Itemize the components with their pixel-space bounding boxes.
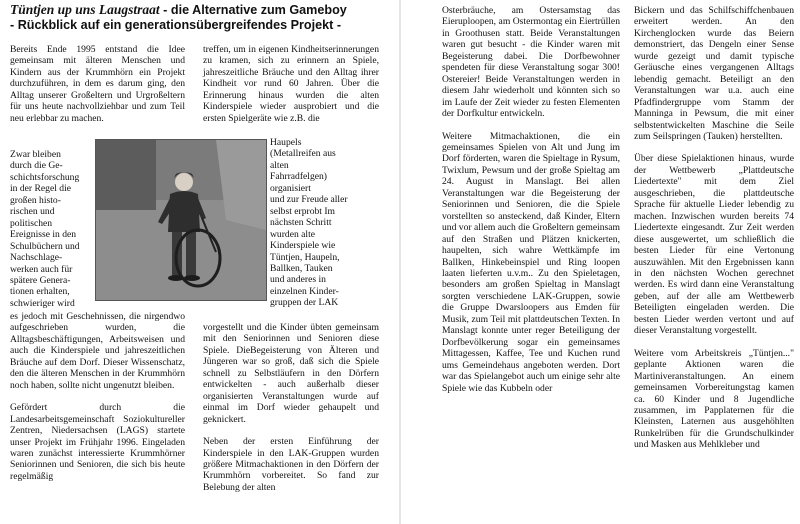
text-line: organisiert	[270, 182, 311, 194]
text-line: spätere Genera-	[10, 274, 71, 286]
column-2-narrow	[270, 137, 380, 309]
text-line: durch die Ge-	[10, 160, 63, 172]
text-line: (Metallreifen aus	[270, 148, 336, 160]
column-1	[10, 44, 185, 135]
column-3	[442, 5, 620, 405]
article-headline	[10, 2, 390, 33]
text-line: Haupels	[270, 137, 302, 148]
text-line: Tüntjen, Haupeln,	[270, 251, 340, 263]
headline-title-suffix: - die Alternative zum Gameboy	[159, 3, 347, 17]
boy-with-hoop-photo	[95, 139, 267, 301]
photo-illustration	[96, 140, 266, 300]
text-line: Kinderspiele wie	[270, 240, 336, 252]
text-line: großen histo-	[10, 194, 61, 206]
text-line: Ballken, Tauken	[270, 262, 333, 274]
paragraph: Weitere vom Arbeitskreis „Tüntjen..." geplante Aktionen waren die Martiniveranstaltungen. An einem gemeinsamen Vorbereitungstag kamen ca. 60 Kinder und 8 Jugendliche zusammen, im Papplaternen für die Kleinsten, Laternen aus ausgehöhlten Runkelrüben für die Grundschulkinder und Masken aus Mehlkleber und	[634, 347, 794, 451]
text-line: schwieriger wird	[10, 297, 75, 309]
text-line: schichtsforschung	[10, 171, 80, 183]
paragraph: Bereits Ende 1995 entstand die Idee gemeinsam mit älteren Menschen und Kindern aus der Krummhörn ein Projekt durchzuführen, in dem es darum ging, den Alltag unserer Großeltern und Urgroßeltern für uns heute nachvollziehbar und zum Teil neu erlebbar zu machen.	[10, 44, 185, 124]
text-line: rischen und	[10, 206, 55, 218]
text-line: und zur Freude aller	[270, 194, 348, 206]
text-line: alten	[270, 159, 289, 171]
paragraph: Gefördert durch die Landesarbeitsgemeinschaft Soziokultureller Zentren, Niedersachsen (LAGS) startete unser Projekt im Frühjahr 1996. Eingeladen waren zunächst interessierte Krummhörner Seniorinnen und Senioren, die sich bis heute regelmäßig	[10, 402, 185, 482]
paragraph: Neben der ersten Einführung der Kinderspiele in den LAK-Gruppen wurden größere Mitmachaktionen in den Dörfern der Krummhörn vorbereitet. So fand zur Belebung der alten	[203, 436, 379, 493]
paragraph: Bickern und das Schilfschiffchenbauen erweitert werden. An den Kirchenglocken wurde das Beiern demonstriert, das Dengeln einer Sense wurde gezeigt und damit typische Geräusche eines vergangenen Alltags lebendig gemacht. Beteiligt an den Veranstaltungen war u.a. auch eine Pfadfindergruppe vom Stamm der Manninga in Pewsum, die mit einer selbstentwickelten Maschine die Seile zum Seilspringen (Tauken) herstellten.	[634, 5, 794, 142]
headline-title: Tüntjen up uns Laugstraat	[10, 2, 160, 17]
right-page	[400, 0, 800, 524]
text-line: wurden alte	[270, 228, 316, 240]
text-line: und anderes in	[270, 274, 326, 286]
text-line: in der Regel die	[10, 183, 72, 195]
column-4	[634, 5, 794, 462]
column-2	[203, 44, 379, 135]
column-1-lower	[10, 311, 185, 493]
text-line: Nachschlage-	[10, 252, 63, 264]
paragraph: vorgestellt und die Kinder übten gemeinsam mit den Seniorinnen und Senioren diese Spiele. DieBegeisterung von Älteren und Jüngeren war so groß, daß sich die Spiele schnell zu Selbstläufern in den Dörfern entwickelten - auch außerhalb dieser organisierten Veranstaltungen wurde auf einmal im Dorf wieder gehaupelt und geknickert.	[203, 322, 379, 425]
column-2-lower	[203, 322, 379, 504]
text-line: Zwar bleiben	[10, 149, 61, 160]
paragraph: es jedoch mit Geschehnissen, die nirgendwo aufgeschrieben wurden, die Alltagsbeschäftigungen, Arbeitsweisen und auch die Kinderspiele und jahreszeitlichen Bräuche auf dem Dorf. Dieser Wissenschatz, den die älteren Menschen in der Krummhörn noch haben, sollte nicht ungenutzt bleiben.	[10, 311, 185, 391]
text-line: einzelnen Kinder-	[270, 285, 339, 297]
text-line: nächsten Schritt	[270, 217, 332, 229]
paragraph: Osterbräuche, am Ostersamstag das Eieruploopen, am Ostermontag ein Eiertrüllen in Groothusen statt. Beide Veranstaltungen waren gut besucht - die Kinder waren mit Begeisterung dabei. Die Dorfbewohner spendeten für diese Veranstaltung sogar 300! Ostereier! Beide Veranstaltungen werden in diesem Jahr wiederholt und könnten sich so im Laufe der Zeit wieder zu festen Elementen der Dorfkultur entwickeln.	[442, 5, 620, 120]
paragraph: Weitere Mitmachaktionen, die ein gemeinsames Spielen von Alt und Jung im Dorf förderten, waren die Spieltage in Rysum, Twixlum, Pewsum und der große Spieltag am 24. August in Manslagt. Bei allen Veranstaltungen war die Begeisterung der Seniorinnen und Senioren, die die Spiele vorstellten so ansteckend, daß Kinder, Eltern und vor allem auch die Großeltern gemeinsam auf den Straßen und Plätzen knickerten, haupelten, sich wahre Wettkämpfe im Ballken, Hinkebeinspiel und Ring loopen laaten lieferten u.v.m.. Zu den Spieletagen, besonders am großen Spieltag in Manslagt sorgten verschiedene LAK-Gruppen, sowie die Gruppe Dwarsloopers aus Emden für Musik, zum Teil mit plattdeutschen Texten. In Manslagt konnte unter reger Beteiligung der Dorfbevölkerung sogar ein gemeinsames Mittagessen, Kaffee, Tee und Kuchen rund ums Gemeindehaus angeboten werden. Dort war das Spielangebot auch um einige sehr alte Spiele wie das Kubbeln oder	[442, 130, 620, 394]
text-line: tionen erhalten,	[10, 286, 70, 298]
text-line: werken auch für	[10, 263, 73, 275]
text-line: Fahrradfelgen)	[270, 171, 328, 183]
text-line: selbst erprobt Im	[270, 205, 336, 217]
text-line: gruppen der LAK	[270, 297, 339, 309]
paragraph: Über diese Spielaktionen hinaus, wurde der Wettbewerb „Plattdeutsche Liedertexte" mit dem Ziel ausgeschrieben, die plattdeutsche Sprache für aktuelle Lieder lebendig zu machen. Inzwischen wurden bereits 74 Liedertexte eingesandt. Zur Zeit werden diese ausgewertet, um schließlich die besten Lieder für eine Vertonung auszuwählen. Mit den Ergebnissen kann in den nächsten Wochen gerechnet werden. Es wird dann eine Veranstaltung geben, auf der alle am Wettbewerb Beteiligten eingeladen werden. Die besten Lieder werden vertont und auf dieser Veranstaltung vorgestellt.	[634, 153, 794, 337]
headline-subtitle: - Rückblick auf ein generationsübergreifendes Projekt -	[10, 18, 342, 32]
text-line: politischen	[10, 217, 53, 229]
paragraph: treffen, um in eigenen Kindheitserinnerungen zu kramen, sich zu erinnern an Spiele, jahreszeitliche Bräuche und den Alltag ihrer Kindheit vor rund 60 Jahren. Über die Erinnerung hinaus wurden die alten Kinderspiele wieder ausprobiert und die ersten Spielgeräte wie z.B. die	[203, 44, 379, 124]
column-1-narrow	[10, 149, 92, 309]
text-line: Schulbüchern und	[10, 240, 80, 252]
text-line: Ereignisse in den	[10, 229, 77, 241]
